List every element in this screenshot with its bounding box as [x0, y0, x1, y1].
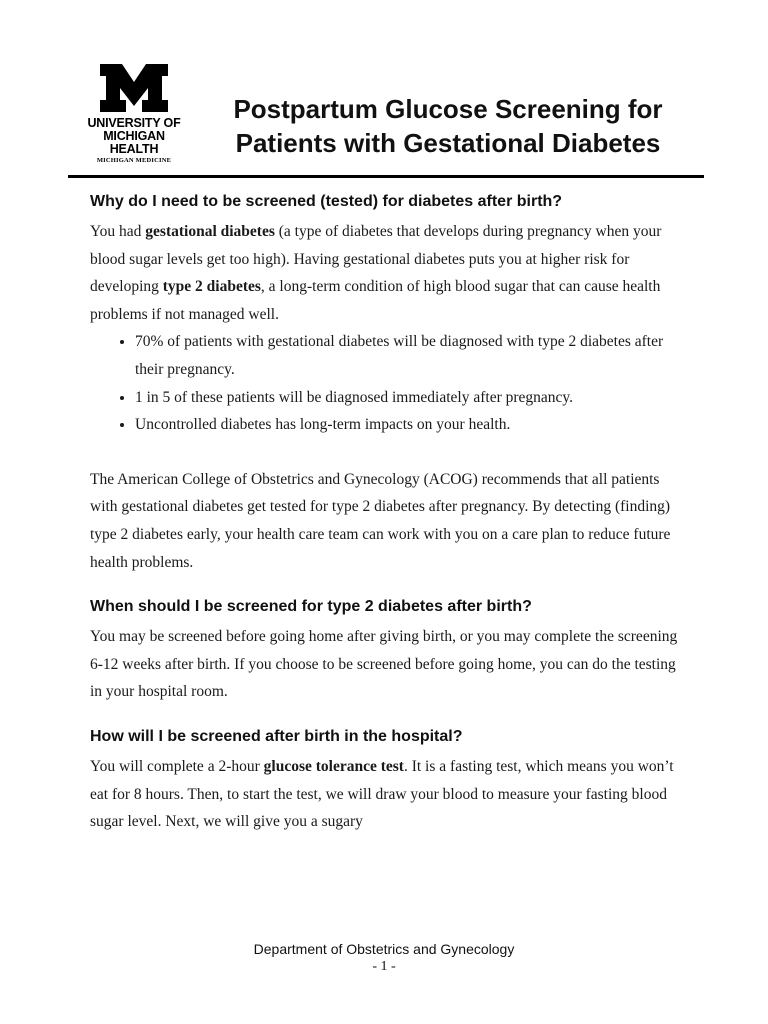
risk-bullet-list: [90, 328, 690, 438]
page-footer: [0, 940, 768, 976]
paragraph-how: [90, 753, 690, 836]
section-heading-how: How will I be screened after birth in the hospital?: [90, 727, 463, 745]
page-title: [208, 92, 688, 160]
section-heading-when: When should I be screened for type 2 diabetes after birth?: [90, 598, 532, 616]
university-logo: [78, 62, 190, 164]
list-item: • 1 in 5 of these patients will be diagnosed immediately after pregnancy.: [135, 384, 690, 412]
footer-department: Department of Obstetrics and Gynecology: [253, 941, 515, 957]
text: You will complete a 2-hour: [90, 757, 264, 775]
page-title-line2: Patients with Gestational Diabetes: [235, 128, 661, 158]
paragraph-acog: The American College of Obstetrics and Gynecology (ACOG) recommends that all patients with gestational diabetes get tested for type 2 diabetes after pregnancy. By detecting (finding) type 2 diabetes early, your health care team can work with you on a care plan to reduce future health problems.: [90, 470, 671, 571]
header-divider: [68, 175, 704, 178]
section-heading-why: Why do I need to be screened (tested) for diabetes after birth?: [90, 193, 563, 210]
list-item: • Uncontrolled diabetes has long-term impacts on your health.: [135, 411, 690, 439]
text: (a type of diabetes that develops during pregnancy when your blood sugar levels get too high). Having gestational diabetes puts you at higher risk for developing: [90, 223, 662, 296]
logo-michigan-medicine: MICHIGAN MEDICINE: [96, 157, 172, 164]
block-m-icon: [98, 62, 170, 114]
text: . It is a fasting test, which means you won’t eat for 8 hours. Then, to start the test, we will draw your blood to measure your fasting blood sugar level. Next, we will give you a sugary: [90, 757, 674, 831]
text: , a long-term condition of high blood sugar that can cause health problems if not managed well.: [90, 278, 661, 323]
paragraph-when: You may be screened before going home after giving birth, or you may complete the screening 6-12 weeks after birth. If you choose to be screened before going home, you can do the testing in your hospital room.: [90, 628, 678, 701]
page-title-line1: Postpartum Glucose Screening for: [233, 94, 663, 124]
bold-term-gestational-diabetes: gestational diabetes: [145, 223, 275, 240]
logo-university-of: UNIVERSITY OF: [87, 116, 181, 130]
page-number: - 1 -: [372, 959, 396, 974]
bold-term-type2-diabetes: type 2 diabetes: [162, 278, 261, 296]
document-body: [90, 189, 690, 836]
paragraph-gestational: [90, 218, 690, 328]
list-item: • 70% of patients with gestational diabetes will be diagnosed with type 2 diabetes after their pregnancy.: [135, 328, 690, 383]
bold-term-glucose-tolerance-test: glucose tolerance test: [263, 757, 404, 775]
logo-michigan-health: MICHIGAN HEALTH: [103, 129, 165, 156]
text: You had: [90, 223, 146, 240]
